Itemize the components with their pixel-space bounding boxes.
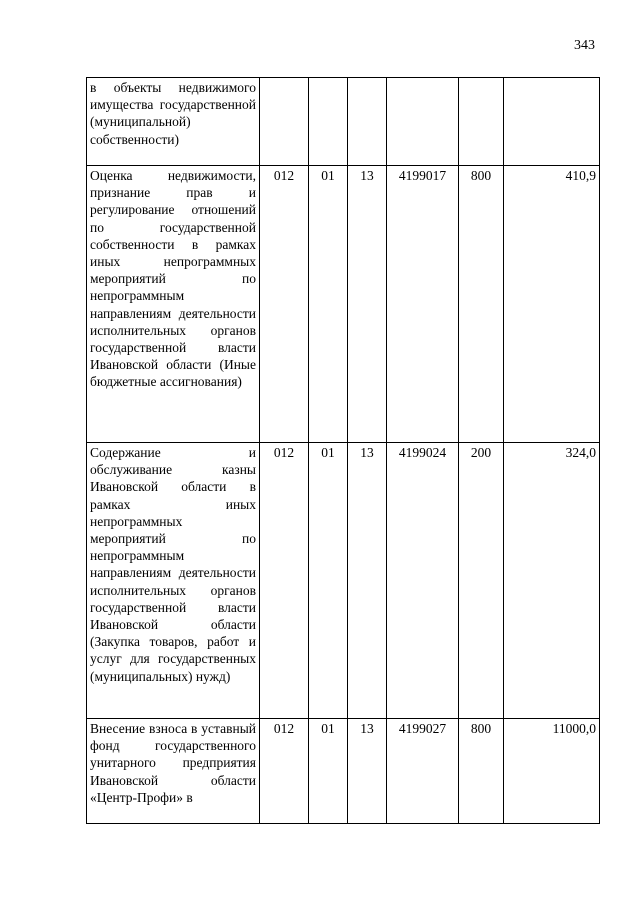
ministry-code-cell: 012 xyxy=(260,166,309,443)
section-code-cell xyxy=(309,78,348,166)
expense-name-cell: Содержание и обслуживание казны Ивановской области в рамках иных непрограммных мероприятий по непрограммным направлениям деятельности исполнительных органов государственной власти Ивановской области (Закупка товаров, работ и услуг для государственных (муниципальных) нужд) xyxy=(87,443,260,719)
budget-table xyxy=(86,77,600,824)
target-article-cell: 4199024 xyxy=(387,443,459,719)
expense-type-cell: 800 xyxy=(459,166,504,443)
subsection-code-cell: 13 xyxy=(348,719,387,824)
sum-cell: 410,9 xyxy=(504,166,600,443)
sum-cell xyxy=(504,78,600,166)
ministry-code-cell xyxy=(260,78,309,166)
target-article-cell xyxy=(387,78,459,166)
table-row xyxy=(87,719,600,824)
table-row xyxy=(87,443,600,719)
ministry-code-cell: 012 xyxy=(260,719,309,824)
section-code-cell: 01 xyxy=(309,719,348,824)
expense-name-cell: в объекты недвижимого имущества государственной (муниципальной) собственности) xyxy=(87,78,260,166)
expense-name-cell: Внесение взноса в уставный фонд государственного унитарного предприятия Ивановской области «Центр-Профи» в xyxy=(87,719,260,824)
table-row xyxy=(87,78,600,166)
section-code-cell: 01 xyxy=(309,166,348,443)
target-article-cell: 4199017 xyxy=(387,166,459,443)
expense-type-cell: 800 xyxy=(459,719,504,824)
target-article-cell: 4199027 xyxy=(387,719,459,824)
subsection-code-cell: 13 xyxy=(348,166,387,443)
section-code-cell: 01 xyxy=(309,443,348,719)
expense-name-cell: Оценка недвижимости, признание прав и регулирование отношений по государственной собственности в рамках иных непрограммных мероприятий по непрограммным направлениям деятельности исполнительных органов государственной власти Ивановской области (Иные бюджетные ассигнования) xyxy=(87,166,260,443)
ministry-code-cell: 012 xyxy=(260,443,309,719)
page-number: 343 xyxy=(574,38,595,53)
sum-cell: 11000,0 xyxy=(504,719,600,824)
subsection-code-cell xyxy=(348,78,387,166)
subsection-code-cell: 13 xyxy=(348,443,387,719)
table-row xyxy=(87,166,600,443)
expense-type-cell: 200 xyxy=(459,443,504,719)
expense-type-cell xyxy=(459,78,504,166)
sum-cell: 324,0 xyxy=(504,443,600,719)
